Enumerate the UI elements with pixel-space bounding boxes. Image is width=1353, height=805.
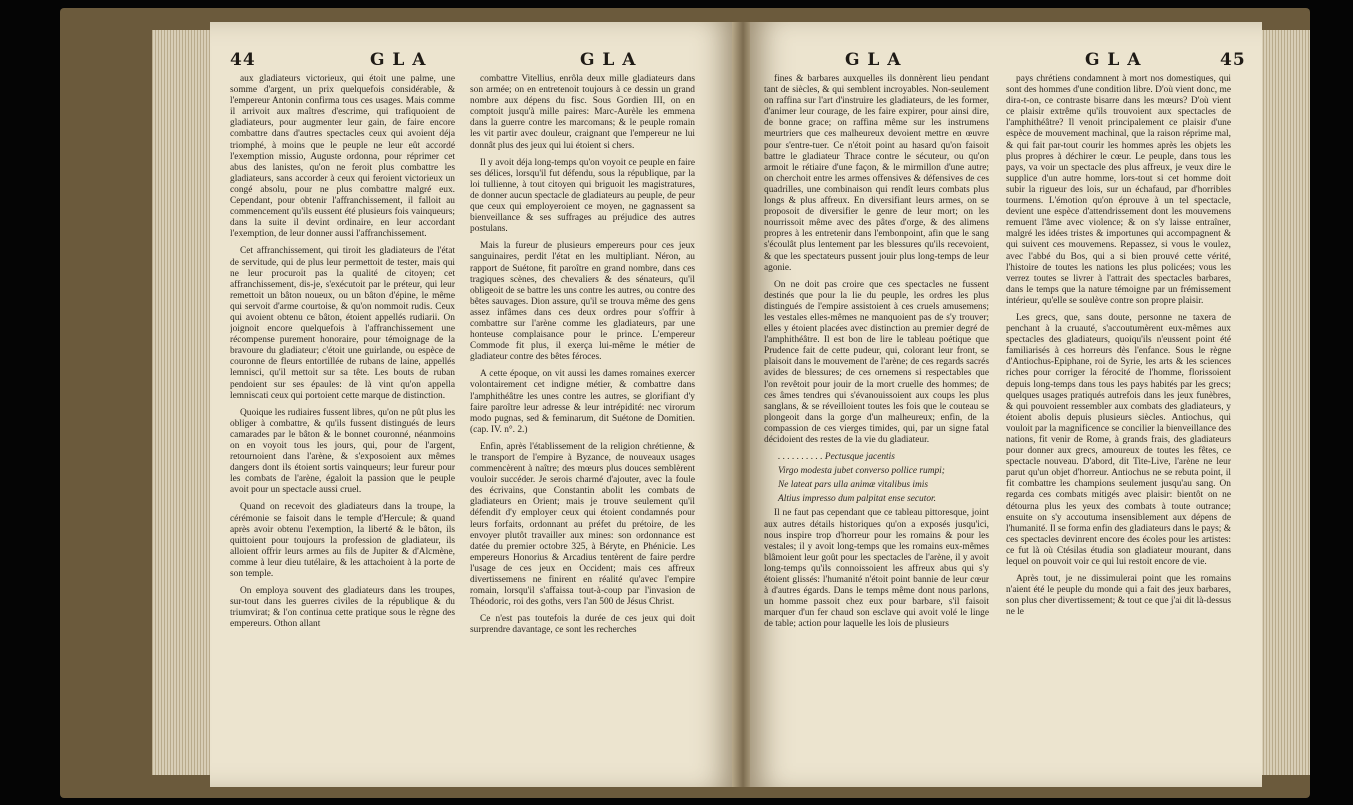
paragraph: On employa souvent des gladiateurs dans les troupes, sur-tout dans les guerres civiles de la république & du triumvirat; & l'on continua cette pratique sous le règne des empereurs. Othon allant xyxy=(230,586,455,630)
paragraph: fines & barbares auxquelles ils donnèrent lieu pendant tant de siècles, & qui semblent incroyables. Non-seulement on raffina sur l'art d'instruire les gladiateurs, de les former, d'animer leur courage, de les faire expirer, pour ainsi dire, de bonne grace; on raffina même sur les instrumens meurtriers que ces malheureux devoient mettre en œuvre pour s'entre-tuer. Ce n'étoit point au hasard qu'on faisoit battre le gladiateur Thrace contre le sécuteur, ou qu'on armoit le rétiaire d'une façon, & le mirmillon d'une autre; on cherchoit entre les armes offensives & défensives de ces quadrilles, une combinaison qui rendît leurs combats plus longs & plus affreux. En diversifiant leurs armes, on se proposoit de diversifier le genre de leur mort; on les nourrissoit même avec des pâtes d'orge, & des alimens propres à les entretenir dans l'embonpoint, afin que le sang s'écoulât plus lentement par les blessures qu'ils recevoient, & que les spectateurs pussent jouir plus long-temps de leur agonie. xyxy=(764,74,989,273)
paragraph: Il ne faut pas cependant que ce tableau pittoresque, joint aux autres détails historiques qu'on a exposés jusqu'ici, nous inspire trop d'horreur pour les romains & pour les vestales; il y avoit long-temps que les romains eux-mêmes blâmoient leur goût pour les spectacles de l'arène, il y avoit long-temps qu'ils connoissoient les affreux abus qui s'y étoient glissés: l'humanité n'étoit point bannie de leur cœur à d'autres égards. Dans le temps même dont nous parlons, un homme passoit chez eux pour barbare, s'il faisoit marquer d'un fer chaud son esclave qui avoit volé le linge de table; action pour laquelle les lois de plusieurs xyxy=(764,508,989,630)
verse-line: . . . . . . . . . . Pectusque jacentis xyxy=(778,452,895,463)
right-running-head-2: G L A xyxy=(1085,50,1142,70)
paragraph: Après tout, je ne dissimulerai point que les romains n'aient été le peuple du monde qui a fait des jeux barbares, son plus cher divertissement; & tout ce que j'ai dit là-dessus ne le xyxy=(1006,574,1231,618)
paragraph: Quand on recevoit des gladiateurs dans la troupe, la cérémonie se faisoit dans le temple d'Hercule; & quand après avoir obtenu l'exemption, la liberté & le bâton, ils quittoient pour toujours la profession de gladiateur, ils alloient offrir leurs armes au fils de Jupiter & d'Alcmène, comme à leur dieu tutélaire, & les attachoient à la porte de son temple. xyxy=(230,502,455,580)
paragraph: aux gladiateurs victorieux, qui étoit une palme, une somme d'argent, un prix quelquefois considérable, & l'empereur Antonin confirma tous ces usages. Mais comme il arrivoit aux maîtres d'escrime, qui trafiquoient de gladiateurs, pour augmenter leur gain, de faire encore combattre dans d'autres spectacles ceux qui avoient déja triomphé, à moins que le peuple ne leur eût accordé l'exemption missio, Auguste ordonna, pour réprimer cet abus des lanistes, qu'on ne feroit plus combattre les gladiateurs, sans accorder à ceux qui feroient victorieux un congé absolu, pour ne plus combattre malgré eux. Cependant, pour obtenir l'affranchissement, il falloit au commencement qu'ils eussent été plusieurs fois vainqueurs; dans la suite il devint ordinaire, en leur accordant l'exemption, de leur donner aussi l'affranchissement. xyxy=(230,74,455,240)
right-column-1 xyxy=(764,74,989,774)
book xyxy=(60,8,1310,798)
paragraph: pays chrétiens condamnent à mort nos domestiques, qui sont des hommes d'une condition libre. D'où vient donc, me dira-t-on, ce contraste bisarre dans les mœurs? D'où vient ce plaisir extrême qu'ils trouvoient aux spectacles de l'amphithéâtre? Il venoit principalement ce plaisir d'une espèce de mouvement machinal, que la raison réprime mal, & qui fait par-tout courir les hommes après les objets les plus propres à déchirer le cœur. Le peuple, dans tous les pays, va voir un spectacle des plus affreux, je veux dire le supplice d'un autre homme, lors-tout si cet homme doit subir la rigueur des lois, sur un échafaud, par d'horribles tourmens. L'émotion qu'on éprouve à un tel spectacle, devient une espèce d'attendrissement dont les mouvemens remuent l'âme avec violence; & on s'y laisse entraîner, malgré les idées tristes & importunes qui accompagnent & qui suivent ces mouvemens. Repassez, si vous le voulez, avec l'abbé du Bos, qui a si bien prouvé cette vérité, l'histoire de toutes les nations les plus policées; vous les verrez toutes se livrer à l'attrait des spectacles barbares, dans le temps que la nature témoigne par un frémissement intérieur, qu'elle se soulève contre son propre plaisir. xyxy=(1006,74,1231,306)
paragraph: Ce n'est pas toutefois la durée de ces jeux qui doit surprendre davantage, ce sont les recherches xyxy=(470,614,695,636)
paragraph: Il y avoit déja long-temps qu'on voyoit ce peuple en faire ses délices, lorsqu'il fut défendu, sous la république, par la loi tullienne, à tout citoyen qui briguoit les magistratures, de donner aucun spectacle de gladiateurs au peuple, de peur que ceux qui employeroient ce moyen, ne gagnassent sa bienveillance & ses suffrages au préjudice des autres postulans. xyxy=(470,157,695,235)
left-column-1 xyxy=(230,74,455,774)
left-running-head-1: G L A xyxy=(370,50,427,70)
right-running-head-1: G L A xyxy=(845,50,902,70)
paragraph: Mais la fureur de plusieurs empereurs pour ces jeux sanguinaires, perdit l'état en les multipliant. Néron, au rapport de Suétone, fit paroître en grand nombre, dans ces tragiques scènes, des chevaliers & des sénateurs, qu'il obligeoit de se battre les uns contre les autres, ou contre des bêtes sauvages. Dion assure, qu'il se trouva même des gens assez infâmes dans ces deux ordres pour s'offrir à combattre sur l'arène comme les gladiateurs, par une honteuse complaisance pour le prince. L'empereur Commode fit plus, il exerça lui-même le métier de gladiateur contre des bêtes féroces. xyxy=(470,241,695,363)
paragraph: A cette époque, on vit aussi les dames romaines exercer volontairement cet indigne métier, & combattre dans l'amphithéâtre les unes contre les autres, se glorifiant d'y faire paroître leur adresse & leur intrépidité: nec virorum modo pugnas, sed & feminarum, dit Suétone de Domitien. (cap. IV. n°. 2.) xyxy=(470,369,695,435)
paragraph: Quoique les rudiaires fussent libres, qu'on ne pût plus les obliger à combattre, & qu'ils fussent distingués de leurs camarades par le bâton & le bonnet couronné, néanmoins on en voyoit tous les jours, qui, pour de l'argent, retournoient dans l'arène, & s'exposoient aux mêmes dangers dont ils étoient sortis vainqueurs; leur fureur pour les combats de l'arène, égaloit la passion que le peuple avoit pour un spectacle aussi cruel. xyxy=(230,407,455,496)
paragraph: Les grecs, que, sans doute, personne ne taxera de penchant à la cruauté, s'accoutumèrent eux-mêmes aux spectacles des gladiateurs, quoiqu'ils n'eussent point été familiarisés à ces horreurs dès l'enfance. Sous le règne d'Antiochus-Epiphane, roi de Syrie, les arts & les sciences riches pour corriger la férocité de l'homme, florissoient depuis long-temps dans tous les pays habités par les grecs; quelques usages pratiqués autrefois dans les jeux funèbres, & qui pouvoient ressembler aux combats des gladiateurs, y étoient abolis depuis plusieurs siècles. Antiochus, qui vouloit par la magnificence se concilier la bienveillance des nations, fit venir de Rome, à grands frais, des gladiateurs pour donner aux grecs, amoureux de toutes les fêtes, ce spectacle nouveau. D'abord, dit Tite-Live, l'arène ne leur parut qu'un objet d'horreur. Antiochus ne se rebuta point, il fit combattre les champions seulement jusqu'au sang. On regarda ces combats mitigés avec plaisir: bientôt on ne détourna plus les yeux des combats à toute outrance; ensuite on s'y accoutuma insensiblement aux dépens de l'humanité. Il se forma enfin des gladiateurs dans le pays; & ces spectacles devinrent encore des écoles pour les artistes: ce fut là où Ctésilas étudia son gladiateur mourant, dans lequel on pouvoit voir ce qui lui restoit encore de vie. xyxy=(1006,312,1231,568)
right-page xyxy=(750,22,1262,787)
right-column-2 xyxy=(1006,74,1231,774)
left-page xyxy=(210,22,735,787)
left-column-2 xyxy=(470,74,695,774)
verse-line: Altius impresso dum palpitat ense secutor. xyxy=(778,494,936,505)
paragraph: On ne doit pas croire que ces spectacles ne fussent destinés que pour la lie du peuple, les ordres les plus distingués de l'empire assistoient à ces cruels amusemens; les vestales elles-mêmes ne manquoient pas de s'y trouver; elles y étoient placées avec distinction au premier degré de l'amphithéâtre. Il est bon de lire le tableau poétique que Prudence fait de cette pudeur, qui, colorant leur front, se plaisoit dans le mouvement de l'arène; de ces regards sacrés avides de blessures; de ces ornemens si respectables que l'on revêtoit pour jouir de la mort cruelle des hommes; de ces âmes tendres qui s'évanouissoient aux coups les plus sanglans, & se réveilloient toutes les fois que le couteau se plongeoit dans la gorge d'un malheureux; enfin, de la compassion de ces vierges timides, qui, par un signe fatal décidoient des restes de la vie du gladiateur. xyxy=(764,279,989,445)
verse-line: Ne lateat pars ulla animæ vitalibus imis xyxy=(778,480,929,491)
paragraph: Enfin, après l'établissement de la religion chrétienne, & le transport de l'empire à Byzance, de nouveaux usages commencèrent à naître; des mœurs plus douces semblèrent vouloir succéder. Je serois charmé d'ajouter, avec la foule des écrivains, que Constantin abolit les combats de gladiateurs en Orient; mais je trouve seulement qu'il défendit d'y employer ceux qui étoient condamnés pour leurs forfaits, ordonnant au préfet du prétoire, de les envoyer plutôt travailler aux mines: son ordonnance est datée du premier octobre 325, à Béryte, en Phénicie. Les empereurs Honorius & Arcadius tentèrent de faire perdre l'usage de ces jeux en Occident; mais ces affreux divertissemens ne finirent en réalité qu'avec l'empire romain, lorsqu'il s'affaissa tout-à-coup par l'invasion de Théodoric, roi des goths, vers l'an 500 de Jésus Christ. xyxy=(470,441,695,608)
left-page-number: 44 xyxy=(230,50,256,70)
left-page-edges xyxy=(152,30,210,775)
left-running-head-2: G L A xyxy=(580,50,637,70)
paragraph: Cet affranchissement, qui tiroit les gladiateurs de l'état de servitude, qui de plus leur permettoit de tester, mais qui ne leur procuroit pas la qualité de citoyen; cet affranchissement, dis-je, s'exécutoit par le préteur, qui leur remettoit un bâton noueux, ou un bâton d'épine, le même qui servoit d'arme courtoise, & qu'on nommoit rudis. Ceux qui avoient obtenu ce bâton, étoient appellés rudiarii. On joignoit encore quelquefois à l'affranchissement une récompense purement honoraire, pour témoignage de la bravoure du gladiateur; c'étoit une guirlande, ou espèce de couronne de fleurs entortillée de rubans de laine, appellés lemnisci, qu'il mettoit sur sa tête. Les bouts de ruban pendoient sur ses épaules: de là vint qu'on appella lemniscati ceux qui portoient cette marque de distinction. xyxy=(230,246,455,401)
verse-line: Virgo modesta jubet converso pollice rumpi; xyxy=(778,466,945,477)
paragraph: combattre Vitellius, enrôla deux mille gladiateurs dans son armée; on en entretenoit toujours à ce dessin un grand nombre aux dépens du fisc. Sous Gordien III, on en comptoit jusqu'à mille paires: Marc-Aurèle les emmena dans la guerre contre les marcomans; & le peuple romain les vit partir avec douleur, craignant que l'empereur ne lui donnât plus des jeux qui lui étoient si chers. xyxy=(470,74,695,151)
right-page-edges xyxy=(1258,30,1310,775)
right-page-number: 45 xyxy=(1220,50,1246,70)
